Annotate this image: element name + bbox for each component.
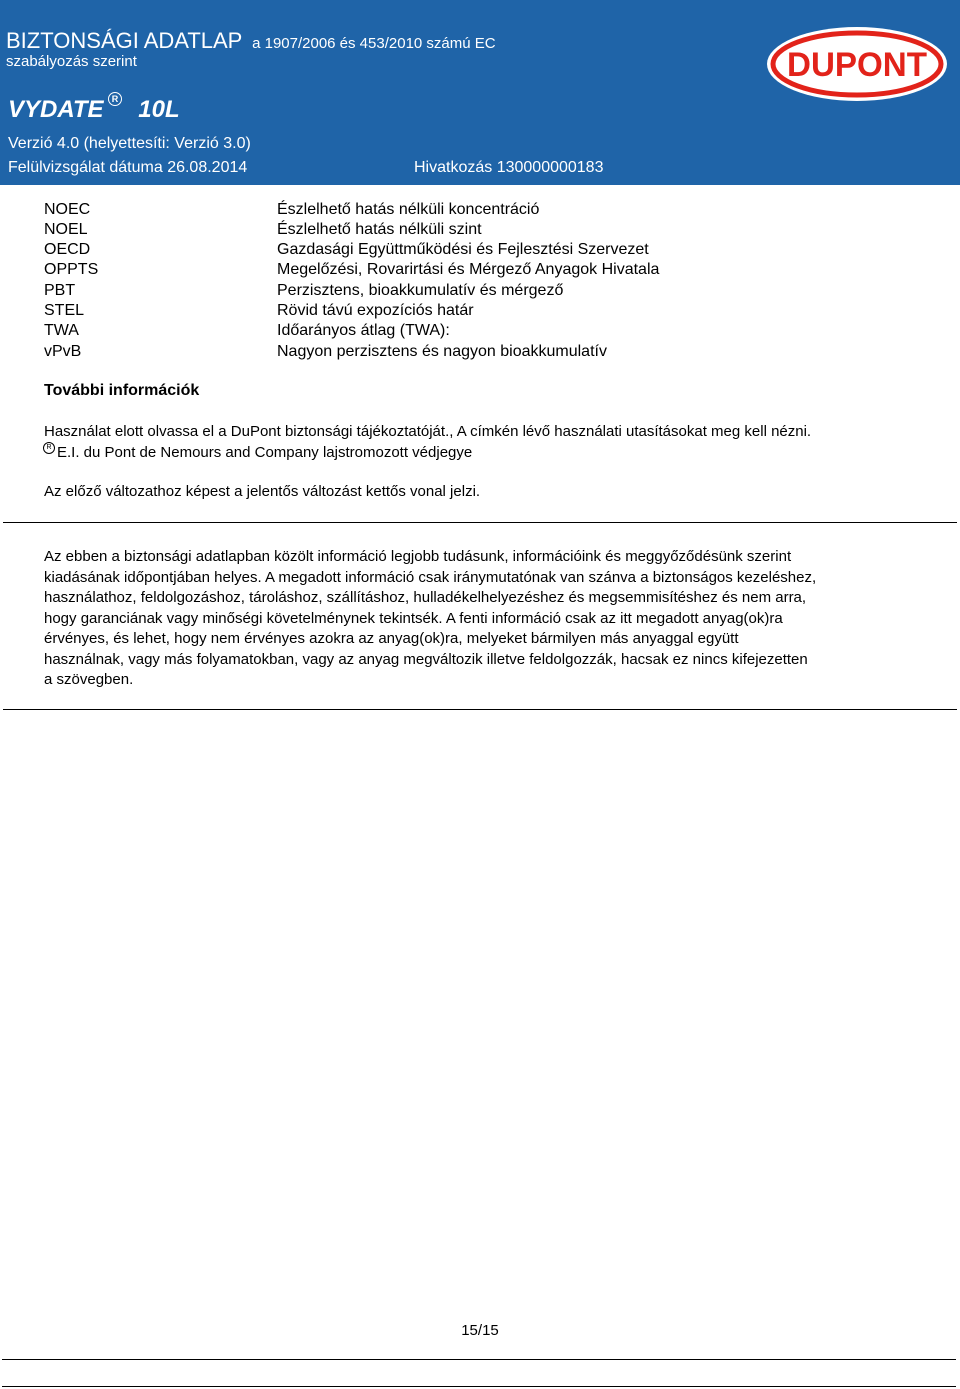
divider [3, 522, 957, 523]
disclaimer-line: Az ebben a biztonsági adatlapban közölt információ legjobb tudásunk, információink és meggyőződésünk szerint [44, 548, 792, 565]
document-header [0, 0, 960, 185]
abbr-term: OECD [44, 241, 91, 258]
footer-box [2, 1359, 956, 1387]
disclaimer-line: hogy garanciának vagy minőségi követelménynek tekintsék. A fenti információ csak az itt megadott anyag(ok)ra [44, 609, 783, 627]
registered-mark-icon: R [108, 92, 122, 106]
title-sub: szabályozás szerint [6, 53, 137, 70]
abbr-term: TWA [44, 322, 79, 339]
disclaimer-line: kiadásának időpontjában helyes. A megadott információ csak iránymutatónak van szánva a biztonságos kezeléshez, [44, 568, 817, 586]
disclaimer-line: használnak, vagy más folyamatokban, vagy az anyag megváltozik illetve feldolgozzák, hacsak ez nincs kifejezetten [44, 650, 808, 668]
section-title-further-info: További információk [44, 382, 200, 399]
document-title [6, 28, 496, 54]
change-indicator-note: Az előző változathoz képest a jelentős változást kettős vonal jelzi. [44, 483, 481, 500]
abbr-definition: Időarányos átlag (TWA): [277, 322, 450, 339]
page-number: 15/15 [461, 1322, 499, 1339]
reference-number: Hivatkozás 130000000183 [414, 159, 604, 176]
abbr-term: vPvB [44, 343, 82, 360]
abbr-term: NOEL [44, 221, 88, 238]
review-date: Felülvizsgálat dátuma 26.08.2014 [8, 159, 248, 176]
logo-text: DUPONT [787, 46, 928, 84]
disclaimer [44, 547, 956, 691]
abbr-term: OPPTS [44, 261, 99, 278]
trademark-text: E.I. du Pont de Nemours and Company lajstromozott védjegye [57, 444, 473, 461]
abbr-definition: Perzisztens, bioakkumulatív és mérgező [277, 282, 564, 299]
product-name-text: VYDATE [8, 96, 104, 123]
dupont-logo [764, 24, 950, 104]
version-info: Verzió 4.0 (helyettesíti: Verzió 3.0) [8, 135, 251, 152]
usage-instruction: Használat elott olvassa el a DuPont biztonsági tájékoztatóját., A címkén lévő használati utasításokat meg kell nézni. [44, 423, 812, 440]
product-suffix: 10L [138, 96, 180, 123]
abbr-definition: Megelőzési, Rovarirtási és Mérgező Anyagok Hivatala [277, 261, 660, 278]
abbr-term: NOEC [44, 201, 91, 218]
abbr-definition: Nagyon perzisztens és nagyon bioakkumulatív [277, 343, 607, 360]
disclaimer-line: a szövegben. [44, 671, 134, 688]
divider [3, 709, 957, 710]
disclaimer-line: használathoz, feldolgozáshoz, tároláshoz, szállításhoz, hulladékelhelyezéshez és megsemmisítéshez és nem arra, [44, 589, 807, 606]
title-regulation: a 1907/2006 és 453/2010 számú EC [252, 35, 496, 52]
product-name [8, 96, 180, 124]
abbr-term: PBT [44, 282, 76, 299]
abbr-definition: Rövid távú expozíciós határ [277, 302, 474, 319]
abbr-definition: Gazdasági Együttműködési és Fejlesztési Szervezet [277, 241, 649, 258]
registered-mark-icon: R [43, 442, 55, 454]
disclaimer-line: érvényes, és lehet, hogy nem érvényes azokra az anyag(ok)ra, melyeket bármilyen más anyaggal együtt [44, 630, 739, 647]
title-main: BIZTONSÁGI ADATLAP [6, 28, 242, 53]
trademark-note [46, 444, 473, 461]
abbr-term: STEL [44, 302, 85, 319]
abbr-definition: Észlelhető hatás nélküli koncentráció [277, 201, 540, 218]
abbr-definition: Észlelhető hatás nélküli szint [277, 221, 482, 238]
